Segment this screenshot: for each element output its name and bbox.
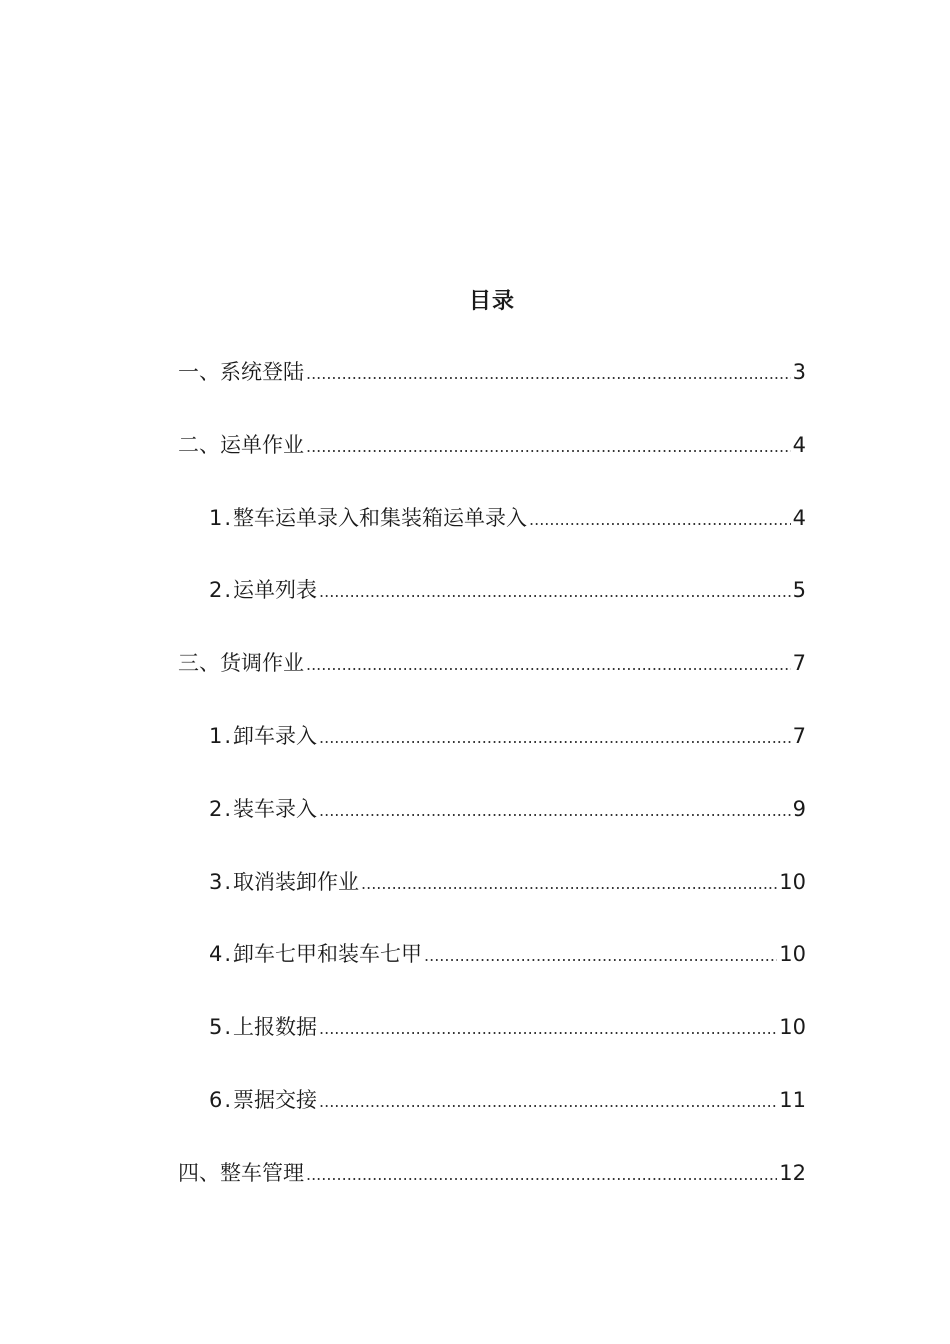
toc-dot-leader [319, 1092, 777, 1111]
toc-entry-document-handover[interactable] [178, 1084, 806, 1157]
toc-page-number: 4 [792, 432, 806, 457]
toc-entry-waybill-entry[interactable] [178, 502, 806, 575]
toc-entry-number: 1. [209, 723, 234, 748]
toc-dot-leader [424, 946, 777, 965]
toc-entry-number: 5. [209, 1015, 234, 1040]
toc-entry-unloading-entry[interactable] [178, 720, 806, 793]
toc-page-number: 12 [779, 1160, 806, 1185]
toc-entry-label: 三、货调作业 [178, 651, 304, 676]
toc-dot-leader [319, 582, 791, 601]
toc-dot-leader [319, 728, 791, 747]
toc-title: 目录 [468, 289, 515, 314]
toc-dot-leader [306, 1165, 777, 1184]
toc-page-number: 9 [792, 796, 806, 821]
toc-entry-label: 卸车录入 [233, 723, 318, 748]
toc-page-number: 10 [779, 869, 806, 894]
toc-entry-dispatch-operations[interactable] [178, 647, 806, 720]
toc-entry-label: 卸车七甲和装车七甲 [233, 942, 423, 967]
toc-page-number: 7 [792, 723, 806, 748]
toc-list [178, 356, 806, 1230]
toc-entry-waybill-operations[interactable] [178, 429, 806, 502]
toc-page-number: 5 [792, 578, 806, 603]
toc-entry-number: 1. [209, 505, 234, 530]
toc-dot-leader [319, 801, 791, 820]
toc-entry-cancel-operations[interactable] [178, 866, 806, 939]
toc-entry-report-data[interactable] [178, 1011, 806, 1084]
toc-entry-label: 上报数据 [233, 1015, 318, 1040]
toc-entry-label: 一、系统登陆 [178, 360, 304, 384]
toc-page-number: 4 [792, 505, 806, 530]
toc-page-number: 10 [779, 1015, 806, 1040]
toc-page-number: 11 [779, 1087, 806, 1112]
toc-dot-leader [306, 364, 791, 383]
toc-entry-loading-entry[interactable] [178, 793, 806, 866]
toc-entry-label: 整车运单录入和集装箱运单录入 [233, 505, 528, 530]
toc-page-number: 3 [792, 360, 806, 384]
toc-entry-number: 2. [209, 796, 234, 821]
toc-entry-label: 四、整车管理 [178, 1160, 304, 1185]
toc-entry-label: 二、运单作业 [178, 432, 304, 457]
toc-entry-carload-management[interactable] [178, 1157, 806, 1230]
toc-entry-number: 4. [209, 942, 234, 967]
toc-dot-leader [529, 510, 791, 529]
toc-entry-number: 6. [209, 1087, 234, 1112]
toc-entry-qijia[interactable] [178, 938, 806, 1011]
toc-dot-leader [319, 1019, 777, 1038]
toc-dot-leader [361, 874, 777, 893]
toc-page-number: 7 [792, 651, 806, 676]
toc-entry-waybill-list[interactable] [178, 574, 806, 647]
toc-page-number: 10 [779, 942, 806, 967]
toc-entry-label: 运单列表 [233, 578, 318, 603]
toc-entry-number: 2. [209, 578, 234, 603]
toc-entry-label: 装车录入 [233, 796, 318, 821]
toc-dot-leader [306, 437, 791, 456]
toc-entry-label: 票据交接 [233, 1087, 318, 1112]
toc-entry-number: 3. [209, 869, 234, 894]
toc-dot-leader [306, 655, 791, 674]
toc-entry-label: 取消装卸作业 [233, 869, 360, 894]
toc-entry-system-login[interactable] [178, 356, 806, 429]
